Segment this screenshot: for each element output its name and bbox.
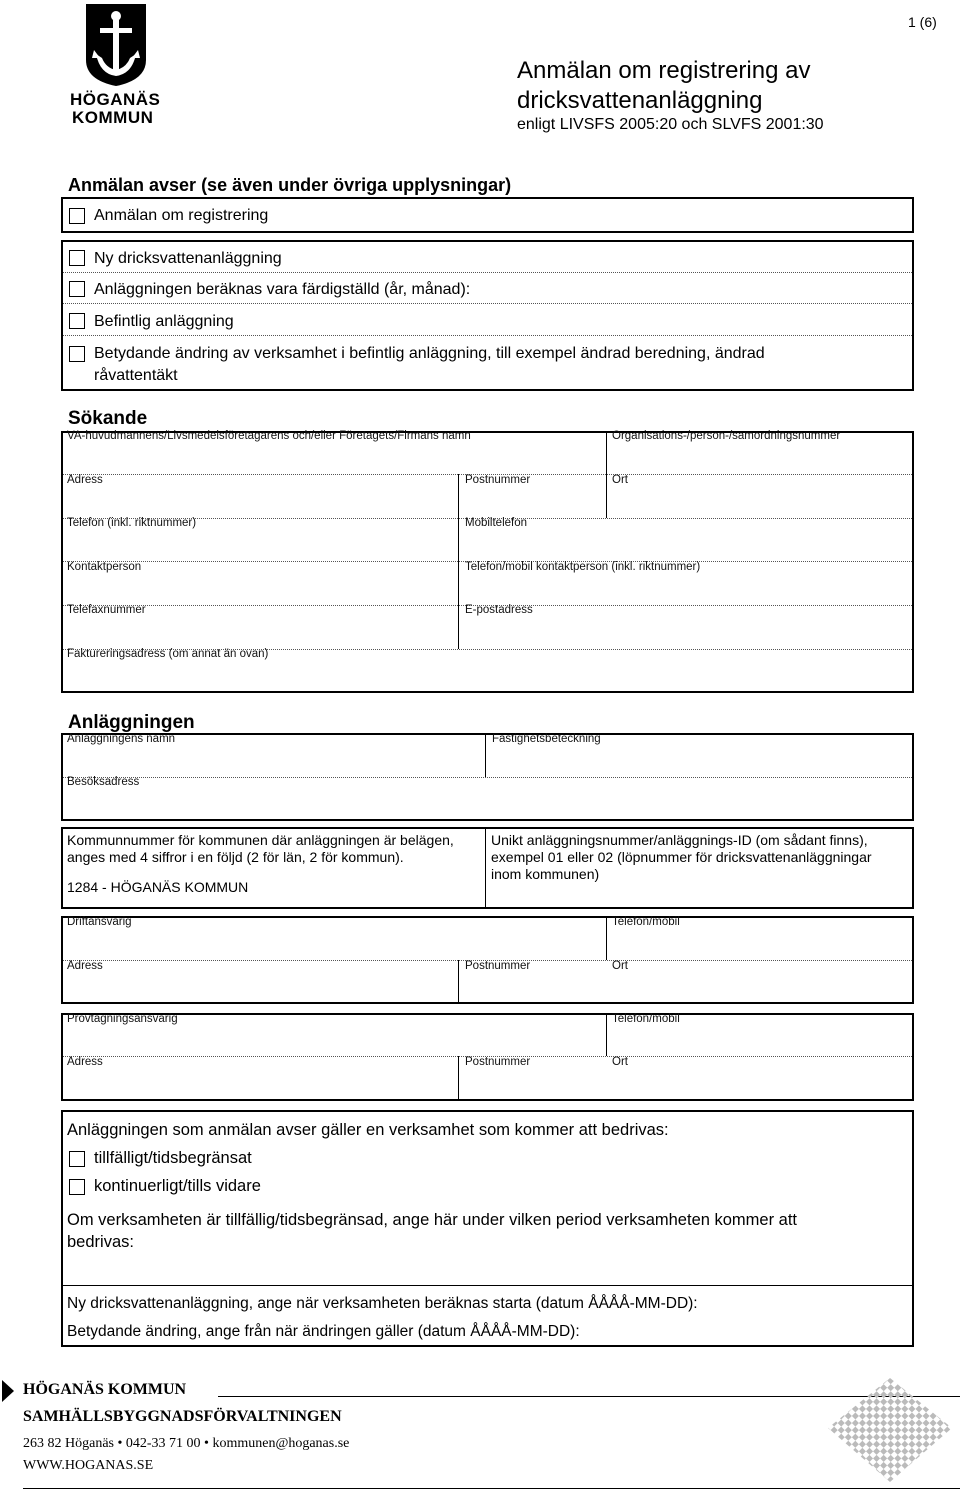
billing-address-label: Faktureringsadress (om annat än ovan) (67, 648, 269, 660)
section-heading-applicant: Sökande (68, 408, 148, 429)
new-facility-label: Ny dricksvattenanläggning (94, 250, 282, 267)
property-label: Fastighetsbeteckning (492, 733, 601, 745)
sampling-address-label: Adress (67, 1056, 103, 1068)
registration-checkbox[interactable] (69, 208, 85, 224)
footer-dept: SAMHÄLLSBYGGNADSFÖRVALTNINGEN (23, 1408, 342, 1425)
existing-facility-checkbox[interactable] (69, 313, 85, 329)
existing-facility-label: Befintlig anläggning (94, 313, 234, 330)
sampling-phone-label: Telefon/mobil (612, 1013, 680, 1025)
footer-org: HÖGANÄS KOMMUN (23, 1381, 187, 1398)
contact-person-label: Kontaktperson (67, 561, 142, 573)
municipality-text-2: anges med 4 siffror i en följd (2 för län, 2 för kommun). (67, 849, 404, 865)
significant-change-checkbox[interactable] (69, 346, 85, 362)
section-heading-facility: Anläggningen (68, 712, 195, 733)
significant-change-label-1: Betydande ändring av verksamhet i befintlig anläggning, till exempel ändrad beredning, ändrad (94, 345, 765, 362)
page-subtitle: enligt LIVSFS 2005:20 och SLVFS 2001:30 (517, 116, 824, 133)
change-date-text: Betydande ändring, ange från när ändringen gäller (datum ÅÅÅÅ-MM-DD): (67, 1323, 580, 1340)
registration-label: Anmälan om registrering (94, 207, 269, 224)
applicant-postal-label: Postnummer (465, 474, 531, 486)
unique-id-text-2: exempel 01 eller 02 (löpnummer för dricksvattenanläggningar (491, 849, 872, 865)
applicant-address-label: Adress (67, 474, 103, 486)
operations-address-label: Adress (67, 960, 103, 972)
operations-city-label: Ort (612, 960, 628, 972)
page-title-line1: Anmälan om registrering av (517, 57, 811, 84)
section-heading-request: Anmälan avser (se även under övriga upplysningar) (68, 175, 512, 195)
visit-address-label: Besöksadress (67, 776, 140, 788)
continuous-checkbox[interactable] (69, 1179, 85, 1195)
operations-postal-label: Postnummer (465, 960, 531, 972)
applicant-city-label: Ort (612, 474, 628, 486)
start-date-text: Ny dricksvattenanläggning, ange när verksamheten beräknas starta (datum ÅÅÅÅ-MM-DD): (67, 1295, 698, 1312)
applicant-name-label: VA-huvudmannens/Livsmedelsföretagarens och/eller Företagets/Firmans namn (67, 430, 471, 442)
facility-name-label: Anläggningens namn (67, 733, 176, 745)
applicant-orgnr-label: Organisations-/person-/samordningsnummer (612, 430, 841, 442)
sampling-postal-label: Postnummer (465, 1056, 531, 1068)
fax-label: Telefaxnummer (67, 604, 146, 616)
operations-phone-label: Telefon/mobil (612, 916, 680, 928)
logo-line1: HÖGANÄS (70, 90, 161, 109)
sampling-city-label: Ort (612, 1056, 628, 1068)
logo (64, 0, 169, 130)
footer-contact: 263 82 Höganäs • 042-33 71 00 • kommunen@hoganas.se (23, 1436, 350, 1451)
logo-line2: KOMMUN (72, 108, 154, 127)
page-title-line2: dricksvattenanläggning (517, 87, 763, 114)
period-text-2: bedrivas: (67, 1233, 134, 1251)
new-facility-checkbox[interactable] (69, 250, 85, 266)
operations-manager-label: Driftansvarig (67, 916, 132, 928)
footer-web: WWW.HOGANAS.SE (23, 1458, 154, 1473)
anchor-crest-icon (64, 0, 169, 88)
email-label: E-postadress (465, 604, 533, 616)
completion-checkbox[interactable] (69, 281, 85, 297)
footer-arrow-icon (2, 1380, 14, 1402)
sampling-manager-label: Provtagningsansvarig (67, 1013, 178, 1025)
period-text-1: Om verksamheten är tillfällig/tidsbegränsad, ange här under vilken period verksamheten kommer att (67, 1211, 798, 1229)
continuous-label: kontinuerligt/tills vidare (94, 1177, 261, 1195)
footer-pattern-icon (820, 1370, 960, 1488)
applicant-mobile-label: Mobiltelefon (465, 517, 528, 529)
temporary-checkbox[interactable] (69, 1151, 85, 1167)
completion-label: Anläggningen beräknas vara färdigställd (år, månad): (94, 281, 471, 298)
significant-change-label-2: råvattentäkt (94, 367, 178, 384)
activity-question: Anläggningen som anmälan avser gäller en verksamhet som kommer att bedrivas: (67, 1121, 669, 1139)
temporary-label: tillfälligt/tidsbegränsat (94, 1149, 252, 1167)
municipality-text-1: Kommunnummer för kommunen där anläggningen är belägen, (67, 832, 454, 848)
page-number: 1 (6) (908, 14, 937, 30)
unique-id-text-1: Unikt anläggningsnummer/anläggnings-ID (om sådant finns), (491, 832, 868, 848)
unique-id-text-3: inom kommunen) (491, 866, 600, 882)
municipality-value: 1284 - HÖGANÄS KOMMUN (67, 879, 249, 895)
contact-phone-label: Telefon/mobil kontaktperson (inkl. riktnummer) (465, 561, 701, 573)
applicant-phone-label: Telefon (inkl. riktnummer) (67, 517, 197, 529)
